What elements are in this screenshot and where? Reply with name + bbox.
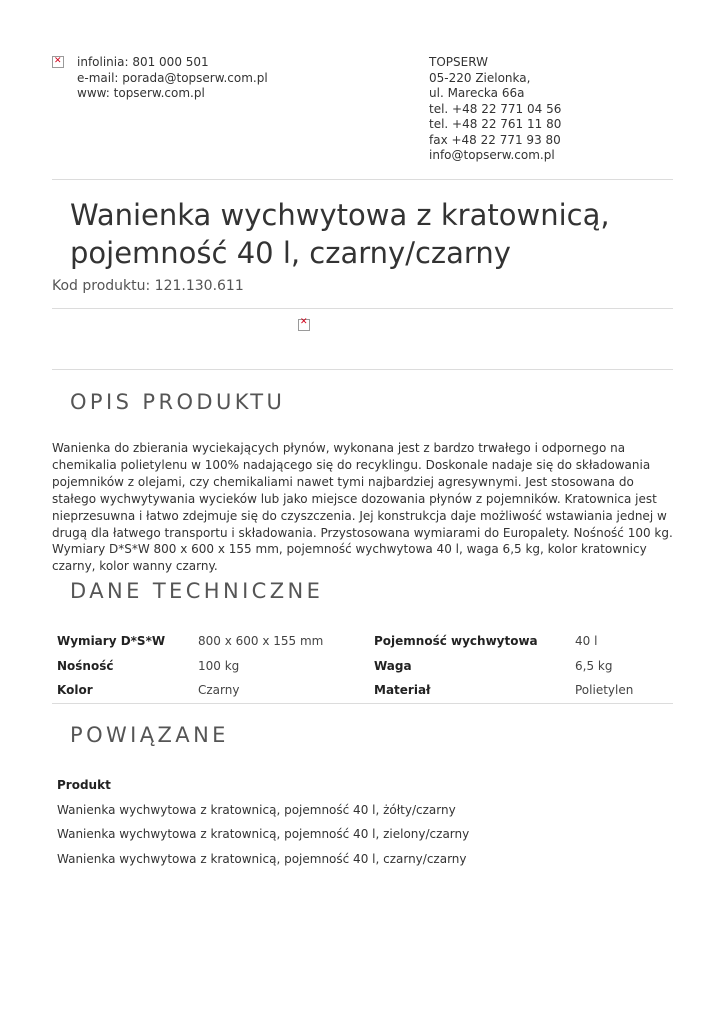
divider: [52, 369, 673, 370]
related-item-link[interactable]: Wanienka wychwytowa z kratownicą, pojemność 40 l, żółty/czarny: [57, 802, 456, 817]
spec-key: Waga: [374, 658, 412, 673]
product-description: Wanienka do zbierania wyciekających płynów, wykonana jest z bardzo trwałego i odpornego na chemikalia polietylenu w 100% nadającego się do recyklingu. Doskonale nadaje się do składowania pojemników z olejami, czy chemikaliami nawet tymi najbardziej agresywnymi. Jest stosowana do stałego wychwytywania wycieków lub jako miejsce dozowania płynów z pojemników. Kratownica jest nieprzesuwna i łatwo zdejmuje się do czyszczenia. Jej konstrukcja daje możliwość wstawiania jednej w drugą dla łatwego transportu i składowania. Przystosowana wymiarami do Europalety. Nośność 100 kg. Wymiary D*S*W 800 x 600 x 155 mm, pojemność wychwytowa 40 l, waga 6,5 kg, kolor kratownicy czarny, kolor wanny czarny.: [52, 441, 673, 574]
spec-key: Materiał: [374, 683, 431, 698]
specs-table: [52, 629, 673, 703]
table-row: [52, 654, 673, 679]
spec-value: Polietylen: [575, 683, 634, 698]
product-title-line-2: pojemność 40 l, czarny/czarny: [70, 236, 511, 270]
related-item-link[interactable]: Wanienka wychwytowa z kratownicą, pojemność 40 l, czarny/czarny: [57, 851, 467, 866]
company-street: ul. Marecka 66a: [429, 86, 525, 100]
spec-key: Kolor: [57, 683, 93, 698]
spec-key: Wymiary D*S*W: [57, 634, 166, 649]
spec-value: Czarny: [198, 683, 240, 698]
product-photo-broken-image-icon: [298, 319, 310, 331]
company-name: TOPSERW: [429, 55, 488, 69]
spec-value: 6,5 kg: [575, 658, 613, 673]
contact-info: [77, 55, 268, 102]
product-code: Kod produktu: 121.130.611: [52, 278, 244, 294]
website-text[interactable]: www: topserw.com.pl: [77, 86, 205, 100]
header: [52, 55, 673, 165]
spec-value: 40 l: [575, 634, 598, 649]
logo-broken-image-icon: [52, 56, 64, 68]
related-column-header: Produkt: [57, 778, 111, 792]
divider: [52, 703, 673, 704]
company-address: [429, 55, 561, 164]
related-heading: POWIĄZANE: [70, 723, 229, 747]
related-item-link[interactable]: Wanienka wychwytowa z kratownicą, pojemność 40 l, zielony/czarny: [57, 827, 470, 841]
company-tel-1: tel. +48 22 771 04 56: [429, 101, 562, 116]
company-email[interactable]: info@topserw.com.pl: [429, 148, 555, 162]
related-list: [57, 773, 469, 871]
specs-heading: DANE TECHNICZNE: [70, 579, 324, 603]
company-city: 05-220 Zielonka,: [429, 70, 531, 85]
divider: [52, 308, 673, 309]
product-title: [70, 196, 610, 272]
hotline-text: infolinia: 801 000 501: [77, 55, 209, 69]
spec-value: 100 kg: [198, 658, 240, 673]
product-title-line-1: Wanienka wychwytowa z kratownicą,: [70, 198, 610, 232]
spec-value: 800 x 600 x 155 mm: [198, 634, 324, 649]
table-row: [52, 629, 673, 654]
divider: [52, 179, 673, 180]
description-heading: OPIS PRODUKTU: [70, 390, 286, 414]
spec-key: Pojemność wychwytowa: [374, 634, 538, 649]
table-row: [52, 678, 673, 703]
spec-key: Nośność: [57, 658, 114, 673]
email-text[interactable]: e-mail: porada@topserw.com.pl: [77, 70, 268, 85]
company-tel-2: tel. +48 22 761 11 80: [429, 117, 562, 131]
company-fax: fax +48 22 771 93 80: [429, 132, 561, 147]
